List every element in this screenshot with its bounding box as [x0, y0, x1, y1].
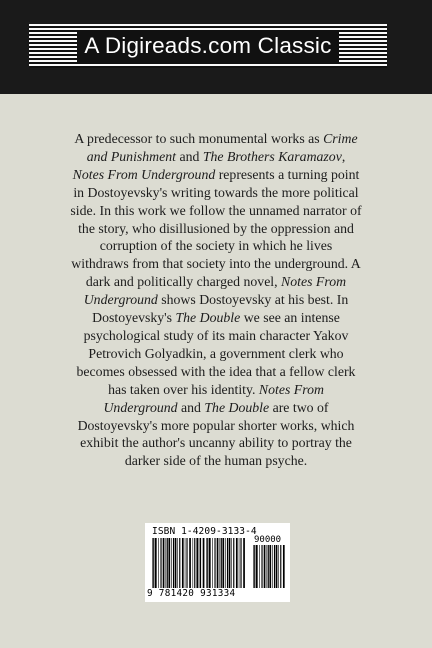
- barcode-bar: [253, 545, 254, 588]
- barcode-bar: [175, 538, 177, 588]
- blurb-line: [44, 345, 388, 363]
- blurb-line: [44, 417, 388, 435]
- barcode-bar: [280, 545, 281, 588]
- blurb-line: [44, 327, 388, 345]
- barcode-bar: [220, 538, 221, 588]
- barcode-bar: [233, 538, 234, 588]
- barcode-bar: [168, 538, 170, 588]
- barcode-bar: [254, 545, 255, 588]
- blurb-line: [44, 363, 388, 381]
- blurb-line: [44, 237, 388, 255]
- blurb-title-italic: Underground: [83, 292, 158, 308]
- barcode-bar: [199, 538, 200, 588]
- barcode-bar: [163, 538, 165, 588]
- price-code: 90000: [254, 535, 282, 545]
- blurb-text: darker side of the human psyche.: [124, 453, 308, 469]
- barcode-bar: [236, 538, 238, 588]
- barcode-bar: [209, 538, 211, 588]
- blurb-text: shows Dostoyevsky at his best. In: [157, 292, 349, 308]
- blurb-text: we see an intense: [240, 310, 340, 326]
- blurb-text: ,: [341, 148, 346, 164]
- isbn-barcode: [145, 523, 290, 602]
- barcode-bar: [193, 538, 194, 588]
- barcode-bar: [276, 545, 278, 588]
- barcode-bar: [217, 538, 219, 588]
- blurb-text: withdraws from that society into the underground. A: [71, 256, 361, 272]
- barcode-bar: [179, 538, 180, 588]
- blurb-line: [44, 130, 388, 148]
- series-banner: [29, 24, 387, 68]
- barcode-bar: [267, 545, 268, 588]
- barcode-bar: [200, 538, 201, 588]
- barcode-bar: [212, 538, 213, 588]
- blurb-text: Dostoyevsky's more popular shorter works, which: [77, 417, 355, 433]
- blurb-line: [44, 309, 388, 327]
- blurb-line: [44, 148, 388, 166]
- ean-digits: 9 781420 931334: [147, 588, 236, 599]
- blurb-text: and: [176, 148, 203, 164]
- barcode-bar: [160, 538, 161, 588]
- barcode-bar: [268, 545, 269, 588]
- barcode-bar: [240, 538, 241, 588]
- blurb-line: [44, 399, 388, 417]
- barcode-bar: [166, 538, 167, 588]
- barcode-bar: [221, 538, 222, 588]
- barcode-bar: [194, 538, 195, 588]
- blurb-title-italic: Underground: [103, 399, 178, 415]
- blurb-line: [44, 452, 388, 470]
- barcode-bar: [239, 538, 240, 588]
- blurb-text: A predecessor to such monumental works as: [74, 131, 324, 146]
- barcode-bar: [155, 538, 157, 588]
- barcode-bar: [243, 538, 245, 588]
- blurb-text: psychological study of its main character Yakov: [83, 327, 349, 343]
- barcode-bar: [256, 545, 258, 588]
- blurb-title-italic: Crime: [323, 131, 358, 146]
- blurb-line: [44, 255, 388, 273]
- isbn-label: ISBN 1-4209-3133-4: [152, 526, 257, 537]
- blurb-text: corruption of the society in which he lives: [99, 238, 333, 254]
- barcode-bar: [185, 538, 186, 588]
- blurb-text: and: [177, 399, 205, 415]
- barcode-bar: [227, 538, 228, 588]
- blurb-title-italic: Notes From: [258, 381, 324, 397]
- barcode-bar: [167, 538, 168, 588]
- barcode-bar: [182, 538, 184, 588]
- blurb-line: [44, 434, 388, 452]
- barcode-bar: [153, 538, 154, 588]
- blurb-title-italic: The Brothers Karamazov: [202, 148, 342, 164]
- ean-barcode-bars: [152, 538, 247, 588]
- blurb-line: [44, 381, 388, 399]
- barcode-bar: [229, 538, 231, 588]
- barcode-bar: [207, 538, 208, 588]
- blurb-text: in Dostoyevsky's writing towards the more political: [73, 184, 359, 200]
- back-cover-blurb: [44, 130, 388, 470]
- barcode-bar: [231, 538, 232, 588]
- barcode-bar: [225, 538, 226, 588]
- blurb-text: the story, who disillusioned by the oppression and: [78, 220, 354, 236]
- blurb-text: becomes obsessed with the idea that a fellow clerk: [76, 363, 356, 379]
- barcode-bar: [177, 538, 178, 588]
- barcode-bar: [274, 545, 275, 588]
- barcode-bar: [214, 538, 215, 588]
- barcode-bar: [158, 538, 159, 588]
- blurb-text: exhibit the author's uncanny ability to portray the: [80, 435, 352, 451]
- barcode-bar: [203, 538, 205, 588]
- barcode-bar: [261, 545, 262, 588]
- barcode-bar: [269, 545, 271, 588]
- blurb-text: has taken over his identity.: [108, 381, 259, 397]
- blurb-title-italic: Notes From: [281, 274, 347, 290]
- blurb-title-italic: and Punishment: [86, 148, 176, 164]
- blurb-text: Petrovich Golyadkin, a government clerk who: [88, 345, 344, 361]
- price-barcode-bars: [253, 545, 286, 588]
- barcode-bar: [152, 538, 153, 588]
- blurb-text: are two of: [269, 399, 329, 415]
- barcode-bar: [189, 538, 191, 588]
- barcode-bar: [264, 545, 266, 588]
- barcode-bar: [272, 545, 273, 588]
- barcode-bar: [278, 545, 279, 588]
- blurb-line: [44, 291, 388, 309]
- blurb-text: dark and politically charged novel,: [85, 274, 282, 290]
- blurb-title-italic: Notes From Underground: [72, 166, 216, 182]
- blurb-title-italic: The Double: [204, 399, 270, 415]
- barcode-bar: [173, 538, 174, 588]
- series-title: A Digireads.com Classic: [77, 30, 338, 62]
- blurb-text: represents a turning point: [215, 166, 360, 182]
- barcode-bar: [283, 545, 285, 588]
- barcode-bar: [196, 538, 198, 588]
- blurb-line: [44, 273, 388, 291]
- barcode-bar: [186, 538, 187, 588]
- blurb-title-italic: The Double: [175, 310, 241, 326]
- blurb-text: side. In this work we follow the unnamed narrator of: [70, 202, 362, 218]
- barcode-bar: [171, 538, 172, 588]
- barcode-bar: [259, 545, 260, 588]
- barcode-bar: [222, 538, 224, 588]
- blurb-text: Dostoyevsky's: [92, 310, 176, 326]
- blurb-line: [44, 166, 388, 184]
- barcode-bar: [206, 538, 207, 588]
- blurb-line: [44, 220, 388, 238]
- blurb-line: [44, 202, 388, 220]
- blurb-line: [44, 184, 388, 202]
